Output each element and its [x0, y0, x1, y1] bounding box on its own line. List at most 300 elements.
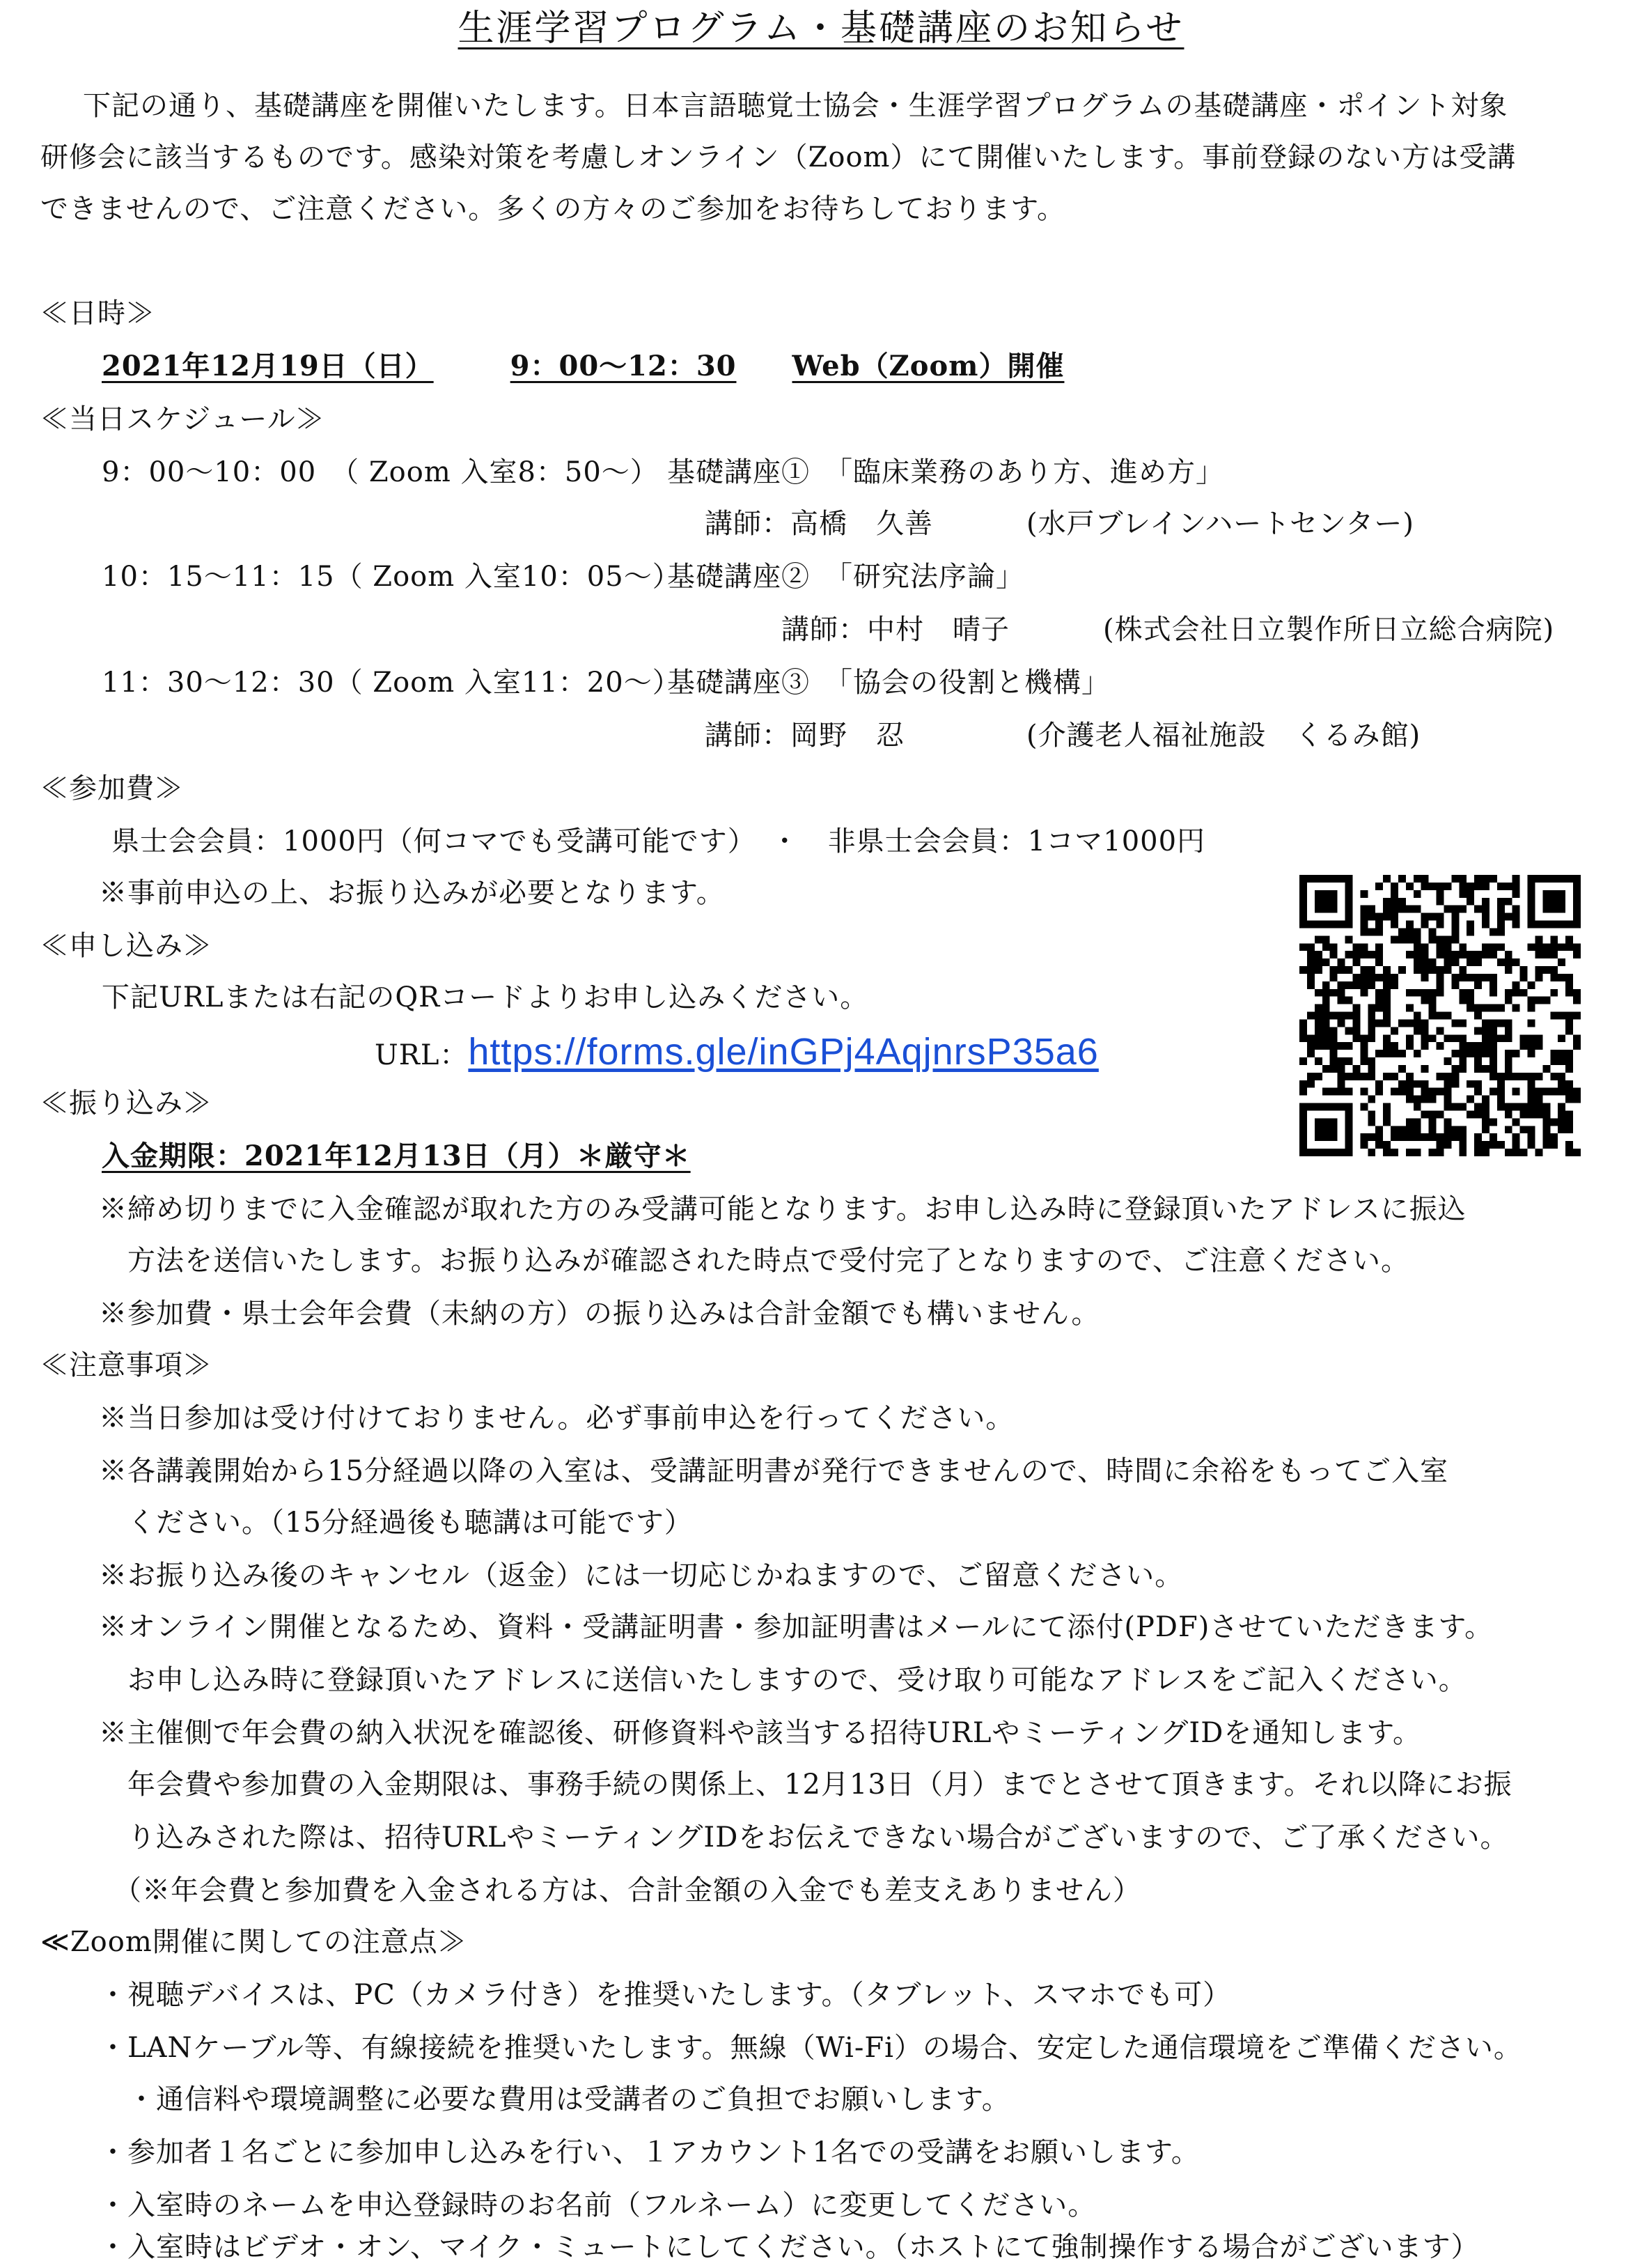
qr-module	[1505, 1034, 1512, 1042]
qr-module	[1315, 890, 1322, 898]
qr-module	[1497, 1088, 1505, 1096]
qr-module	[1345, 1103, 1353, 1111]
qr-module	[1565, 921, 1573, 929]
qr-module	[1398, 1050, 1406, 1057]
qr-module	[1459, 1149, 1467, 1156]
qr-module	[1299, 906, 1307, 913]
zoom-line-6: ・入室時はビデオ・オン、マイク・ミュートにしてください。（ホストにて強制操作する場合がございます）	[99, 2231, 1480, 2263]
qr-module	[1360, 974, 1368, 981]
qr-module	[1482, 1110, 1489, 1118]
qr-module	[1398, 898, 1406, 906]
qr-module	[1573, 913, 1581, 921]
qr-module	[1489, 1034, 1497, 1042]
qr-module	[1512, 958, 1520, 966]
qr-module	[1360, 1133, 1368, 1141]
qr-module	[1345, 981, 1353, 989]
qr-module	[1482, 951, 1489, 958]
qr-module	[1299, 1088, 1307, 1096]
qr-module	[1528, 1080, 1535, 1088]
qr-module	[1360, 1088, 1368, 1096]
qr-module	[1299, 1118, 1307, 1126]
qr-module	[1383, 1050, 1391, 1057]
qr-module	[1489, 989, 1497, 997]
qr-module	[1444, 1012, 1451, 1020]
qr-module	[1542, 1118, 1550, 1126]
qr-module	[1391, 913, 1398, 921]
qr-module	[1459, 906, 1467, 913]
qr-module	[1467, 890, 1474, 898]
qr-module	[1451, 921, 1459, 929]
qr-module	[1307, 1042, 1315, 1050]
qr-module	[1497, 921, 1505, 929]
qr-module	[1398, 906, 1406, 913]
qr-module	[1497, 1103, 1505, 1111]
qr-module	[1550, 898, 1558, 906]
qr-module	[1307, 921, 1315, 929]
qr-module	[1512, 989, 1520, 997]
qr-module	[1391, 1126, 1398, 1133]
qr-module	[1437, 1012, 1444, 1020]
caution-line-5: ※オンライン開催となるため、資料・受講証明書・参加証明書はメールにて添付(PDF)させていただきます。	[99, 1611, 1494, 1643]
qr-module	[1429, 997, 1437, 1004]
qr-module	[1558, 1110, 1565, 1118]
fee-note: ※事前申込の上、お振り込みが必要となります。	[99, 877, 725, 909]
qr-module	[1482, 875, 1489, 883]
qr-module	[1299, 943, 1307, 951]
qr-module	[1414, 1133, 1421, 1141]
qr-module	[1535, 943, 1542, 951]
qr-module	[1330, 989, 1338, 997]
qr-module	[1414, 890, 1421, 898]
qr-module	[1299, 1110, 1307, 1118]
qr-module	[1444, 943, 1451, 951]
qr-module	[1565, 1096, 1573, 1103]
qr-module	[1451, 1073, 1459, 1080]
qr-module	[1437, 951, 1444, 958]
qr-code-icon[interactable]	[1299, 875, 1581, 1156]
qr-module	[1338, 1042, 1345, 1050]
qr-module	[1550, 1012, 1558, 1020]
qr-module	[1368, 906, 1375, 913]
qr-module	[1345, 966, 1353, 974]
qr-module	[1437, 935, 1444, 943]
qr-module	[1451, 1034, 1459, 1042]
qr-module	[1375, 1088, 1383, 1096]
qr-module	[1505, 1149, 1512, 1156]
qr-module	[1429, 883, 1437, 890]
qr-module	[1391, 935, 1398, 943]
qr-module	[1444, 1126, 1451, 1133]
qr-module	[1542, 943, 1550, 951]
qr-module	[1437, 890, 1444, 898]
qr-module	[1398, 928, 1406, 935]
qr-module	[1550, 875, 1558, 883]
qr-module	[1573, 906, 1581, 913]
qr-module	[1558, 1057, 1565, 1065]
qr-module	[1299, 1034, 1307, 1042]
qr-module	[1437, 974, 1444, 981]
qr-module	[1437, 898, 1444, 906]
qr-module	[1535, 1073, 1542, 1080]
qr-module	[1437, 1133, 1444, 1141]
qr-module	[1421, 974, 1429, 981]
qr-module	[1482, 1019, 1489, 1027]
qr-module	[1505, 1110, 1512, 1118]
qr-module	[1520, 1034, 1528, 1042]
qr-module	[1421, 883, 1429, 890]
qr-module	[1315, 1118, 1322, 1126]
payment-note-1: ※締め切りまでに入金確認が取れた方のみ受講可能となります。お申し込み時に登録頂いたアドレスに振込	[99, 1193, 1467, 1225]
qr-module	[1383, 989, 1391, 997]
qr-module	[1429, 1012, 1437, 1020]
qr-module	[1542, 875, 1550, 883]
qr-module	[1497, 898, 1505, 906]
qr-module	[1482, 906, 1489, 913]
qr-module	[1315, 875, 1322, 883]
qr-module	[1528, 913, 1535, 921]
qr-module	[1315, 966, 1322, 974]
qr-module	[1383, 997, 1391, 1004]
qr-module	[1535, 1110, 1542, 1118]
qr-module	[1565, 1065, 1573, 1073]
qr-module	[1406, 951, 1414, 958]
qr-module	[1338, 1019, 1345, 1027]
qr-module	[1444, 1096, 1451, 1103]
qr-module	[1497, 1019, 1505, 1027]
session-2-title: 基礎講座② 「研究法序論」	[667, 561, 1024, 593]
session-2-time: 10：15～11：15（ Zoom 入室10：05～）	[102, 561, 681, 593]
qr-module	[1520, 989, 1528, 997]
qr-module	[1368, 1118, 1375, 1126]
qr-module	[1322, 1019, 1330, 1027]
qr-module	[1414, 875, 1421, 883]
qr-module	[1437, 989, 1444, 997]
caution-line-2: ※各講義開始から15分経過以降の入室は、受講証明書が発行できませんので、時間に余裕をもってご入室	[99, 1455, 1449, 1487]
qr-module	[1535, 1149, 1542, 1156]
qr-module	[1451, 928, 1459, 935]
qr-module	[1474, 1103, 1482, 1111]
qr-module	[1512, 1118, 1520, 1126]
qr-module	[1360, 1050, 1368, 1057]
page-title: 生涯学習プログラム・基礎講座のお知らせ	[458, 8, 1184, 49]
qr-module	[1345, 1149, 1353, 1156]
qr-module	[1489, 928, 1497, 935]
qr-module	[1375, 1004, 1383, 1012]
qr-module	[1542, 1065, 1550, 1073]
qr-module	[1360, 1141, 1368, 1149]
qr-module	[1414, 958, 1421, 966]
qr-module	[1558, 1073, 1565, 1080]
qr-module	[1558, 1126, 1565, 1133]
qr-module	[1429, 989, 1437, 997]
qr-module	[1573, 883, 1581, 890]
qr-module	[1505, 1065, 1512, 1073]
qr-module	[1345, 913, 1353, 921]
qr-module	[1330, 890, 1338, 898]
qr-module	[1398, 1088, 1406, 1096]
qr-module	[1565, 1141, 1573, 1149]
qr-module	[1429, 1133, 1437, 1141]
qr-module	[1322, 989, 1330, 997]
qr-module	[1315, 1103, 1322, 1111]
event-venue: Web（Zoom）開催	[792, 350, 1065, 382]
qr-module	[1550, 1057, 1558, 1065]
qr-module	[1330, 966, 1338, 974]
qr-module	[1429, 935, 1437, 943]
qr-module	[1558, 1034, 1565, 1042]
qr-module	[1406, 1096, 1414, 1103]
qr-module	[1528, 890, 1535, 898]
qr-module	[1459, 943, 1467, 951]
qr-module	[1437, 943, 1444, 951]
qr-module	[1352, 974, 1360, 981]
qr-module	[1345, 1118, 1353, 1126]
qr-module	[1528, 1126, 1535, 1133]
qr-module	[1414, 1126, 1421, 1133]
qr-module	[1421, 1027, 1429, 1034]
qr-module	[1391, 981, 1398, 989]
qr-module	[1474, 1141, 1482, 1149]
qr-module	[1528, 1133, 1535, 1141]
qr-module	[1528, 1103, 1535, 1111]
qr-module	[1444, 958, 1451, 966]
qr-module	[1338, 958, 1345, 966]
qr-module	[1482, 883, 1489, 890]
qr-module	[1497, 1080, 1505, 1088]
qr-module	[1565, 1149, 1573, 1156]
qr-module	[1573, 921, 1581, 929]
qr-module	[1406, 1126, 1414, 1133]
qr-module	[1451, 1133, 1459, 1141]
qr-module	[1565, 1050, 1573, 1057]
qr-module	[1406, 1149, 1414, 1156]
qr-module	[1482, 898, 1489, 906]
qr-module	[1421, 1065, 1429, 1073]
qr-module	[1360, 966, 1368, 974]
qr-module	[1505, 1103, 1512, 1111]
qr-module	[1474, 958, 1482, 966]
qr-module	[1542, 951, 1550, 958]
qr-module	[1429, 1096, 1437, 1103]
qr-module	[1489, 875, 1497, 883]
qr-module	[1345, 1027, 1353, 1034]
payment-deadline: 入金期限：2021年12月13日（月）＊厳守＊	[102, 1140, 691, 1172]
qr-module	[1550, 906, 1558, 913]
qr-module	[1322, 943, 1330, 951]
caution-line-8: 年会費や参加費の入金期限は、事務手続の関係上、12月13日（月）までとさせて頂きます。それ以降にお振	[99, 1769, 1512, 1801]
qr-module	[1467, 898, 1474, 906]
qr-module	[1528, 1088, 1535, 1096]
qr-module	[1307, 981, 1315, 989]
qr-module	[1322, 1103, 1330, 1111]
qr-module	[1542, 1110, 1550, 1118]
qr-module	[1345, 1042, 1353, 1050]
qr-module	[1299, 913, 1307, 921]
qr-module	[1512, 1050, 1520, 1057]
qr-module	[1299, 1019, 1307, 1027]
qr-module	[1338, 1057, 1345, 1065]
qr-module	[1512, 1073, 1520, 1080]
qr-module	[1338, 1065, 1345, 1073]
payment-note-2: 方法を送信いたします。お振り込みが確認された時点で受付完了となりますので、ご注意ください。	[99, 1245, 1409, 1277]
qr-module	[1330, 951, 1338, 958]
qr-module	[1558, 1118, 1565, 1126]
qr-module	[1505, 883, 1512, 890]
qr-module	[1482, 1141, 1489, 1149]
qr-module	[1497, 958, 1505, 966]
qr-module	[1550, 951, 1558, 958]
qr-module	[1368, 1110, 1375, 1118]
qr-module	[1528, 981, 1535, 989]
session-2-lecturer: 講師：中村 晴子	[781, 614, 1010, 646]
qr-module	[1345, 1141, 1353, 1149]
qr-module	[1467, 883, 1474, 890]
qr-module	[1406, 883, 1414, 890]
qr-module	[1444, 1057, 1451, 1065]
qr-module	[1565, 981, 1573, 989]
fee-line: 県士会会員：1000円（何コマでも受講可能です） ・ 非県士会会員：1コマ1000円	[111, 825, 1206, 857]
qr-module	[1330, 1065, 1338, 1073]
qr-module	[1573, 898, 1581, 906]
qr-module	[1352, 1027, 1360, 1034]
qr-module	[1421, 989, 1429, 997]
qr-module	[1414, 935, 1421, 943]
qr-module	[1505, 1050, 1512, 1057]
qr-module	[1451, 1080, 1459, 1088]
qr-module	[1467, 928, 1474, 935]
qr-module	[1391, 1050, 1398, 1057]
qr-module	[1406, 1133, 1414, 1141]
qr-module	[1474, 1133, 1482, 1141]
qr-module	[1421, 1019, 1429, 1027]
qr-module	[1322, 1027, 1330, 1034]
qr-module	[1482, 974, 1489, 981]
qr-module	[1330, 1042, 1338, 1050]
qr-module	[1383, 1019, 1391, 1027]
zoom-line-3: ・通信料や環境調整に必要な費用は受講者のご負担でお願いします。	[99, 2083, 1010, 2115]
qr-module	[1375, 913, 1383, 921]
qr-module	[1322, 1088, 1330, 1096]
qr-module	[1307, 951, 1315, 958]
qr-module	[1535, 935, 1542, 943]
qr-module	[1368, 1034, 1375, 1042]
qr-module	[1315, 906, 1322, 913]
qr-module	[1345, 921, 1353, 929]
qr-module	[1542, 1088, 1550, 1096]
qr-module	[1330, 1050, 1338, 1057]
qr-module	[1406, 1004, 1414, 1012]
qr-module	[1406, 1042, 1414, 1050]
application-form-link[interactable]: https://forms.gle/inGPj4AqjnrsP35a6	[468, 1031, 1099, 1073]
qr-module	[1542, 966, 1550, 974]
qr-module	[1414, 966, 1421, 974]
qr-module	[1467, 997, 1474, 1004]
intro-line-3: できませんので、ご注意ください。多くの方々のご参加をお待ちしております。	[40, 193, 1065, 225]
qr-module	[1421, 1110, 1429, 1118]
qr-module	[1391, 974, 1398, 981]
qr-module	[1398, 875, 1406, 883]
qr-module	[1451, 1050, 1459, 1057]
qr-module	[1558, 906, 1565, 913]
apply-url-row	[375, 1031, 1099, 1073]
qr-module	[1315, 898, 1322, 906]
qr-module	[1391, 1133, 1398, 1141]
qr-module	[1565, 1019, 1573, 1027]
qr-module	[1345, 875, 1353, 883]
qr-module	[1497, 943, 1505, 951]
qr-module	[1391, 898, 1398, 906]
qr-module	[1299, 1057, 1307, 1065]
qr-module	[1299, 1133, 1307, 1141]
qr-module	[1573, 1042, 1581, 1050]
qr-module	[1573, 989, 1581, 997]
qr-module	[1542, 1103, 1550, 1111]
qr-module	[1542, 997, 1550, 1004]
session-1-title: 基礎講座① 「臨床業務のあり方、進め方」	[667, 456, 1224, 488]
qr-module	[1489, 1019, 1497, 1027]
qr-module	[1414, 1118, 1421, 1126]
qr-module	[1375, 943, 1383, 951]
qr-module	[1338, 875, 1345, 883]
qr-module	[1322, 997, 1330, 1004]
qr-module	[1398, 1133, 1406, 1141]
qr-module	[1482, 1050, 1489, 1057]
qr-module	[1307, 974, 1315, 981]
qr-module	[1459, 1050, 1467, 1057]
qr-module	[1391, 906, 1398, 913]
qr-module	[1520, 1110, 1528, 1118]
qr-module	[1330, 1034, 1338, 1042]
qr-module	[1352, 943, 1360, 951]
qr-module	[1505, 1073, 1512, 1080]
qr-module	[1360, 913, 1368, 921]
qr-module	[1497, 906, 1505, 913]
qr-module	[1391, 883, 1398, 890]
qr-module	[1558, 1088, 1565, 1096]
qr-module	[1421, 943, 1429, 951]
qr-module	[1406, 1118, 1414, 1126]
qr-module	[1467, 1004, 1474, 1012]
qr-module	[1573, 943, 1581, 951]
qr-module	[1368, 1057, 1375, 1065]
qr-module	[1338, 1073, 1345, 1080]
qr-module	[1573, 890, 1581, 898]
qr-module	[1474, 951, 1482, 958]
qr-module	[1459, 951, 1467, 958]
qr-module	[1467, 989, 1474, 997]
qr-module	[1474, 906, 1482, 913]
qr-module	[1414, 1019, 1421, 1027]
qr-module	[1451, 1103, 1459, 1111]
qr-module	[1421, 958, 1429, 966]
qr-module	[1330, 1118, 1338, 1126]
qr-module	[1307, 958, 1315, 966]
qr-module	[1383, 1141, 1391, 1149]
qr-module	[1437, 883, 1444, 890]
qr-module	[1429, 1126, 1437, 1133]
qr-module	[1360, 1057, 1368, 1065]
qr-module	[1444, 951, 1451, 958]
qr-module	[1429, 928, 1437, 935]
qr-module	[1299, 921, 1307, 929]
qr-module	[1414, 989, 1421, 997]
qr-module	[1375, 989, 1383, 997]
qr-module	[1558, 898, 1565, 906]
qr-module	[1550, 1088, 1558, 1096]
qr-module	[1474, 1065, 1482, 1073]
qr-module	[1535, 1042, 1542, 1050]
qr-module	[1330, 1012, 1338, 1020]
